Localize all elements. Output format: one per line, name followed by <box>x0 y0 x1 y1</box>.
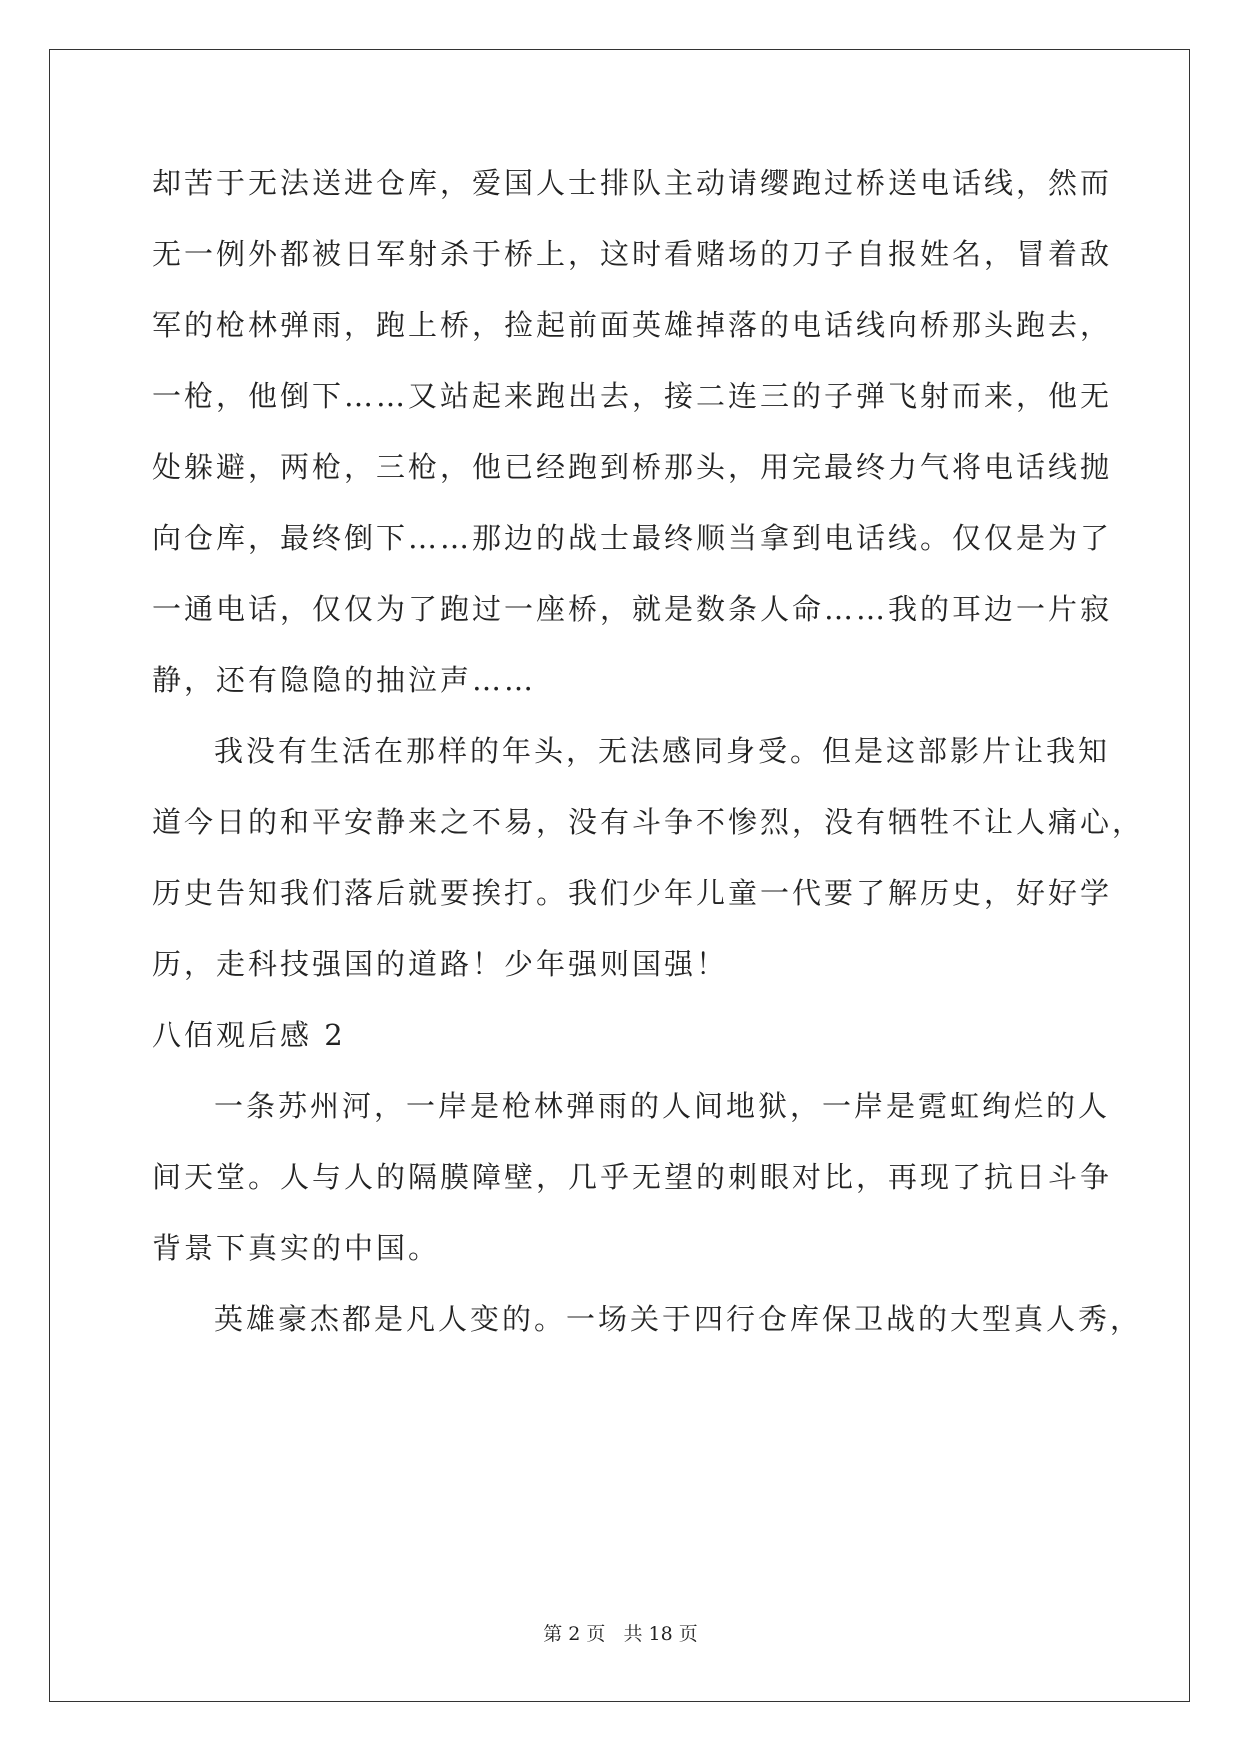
paragraph-start-line: 一条苏州河，一岸是枪林弹雨的人间地狱，一岸是霓虹绚烂的人 <box>214 1089 1111 1123</box>
text-line: 间天堂。人与人的隔膜障壁，几乎无望的刺眼对比，再现了抗日斗争 <box>152 1160 1113 1194</box>
text-line: 一枪，他倒下……又站起来跑出去，接二连三的子弹飞射而来，他无 <box>152 379 1113 413</box>
text-line: 无一例外都被日军射杀于桥上，这时看赌场的刀子自报姓名，冒着敌 <box>152 237 1113 271</box>
text-line: 向仓库，最终倒下……那边的战士最终顺当拿到电话线。仅仅是为了 <box>152 521 1113 555</box>
text-line: 一通电话，仅仅为了跑过一座桥，就是数条人命……我的耳边一片寂 <box>152 592 1113 626</box>
text-line: 背景下真实的中国。 <box>152 1231 441 1265</box>
document-body <box>152 148 1145 1355</box>
text-line: 历史告知我们落后就要挨打。我们少年儿童一代要了解历史，好好学 <box>152 876 1113 910</box>
paragraph-start-line: 我没有生活在那样的年头，无法感同身受。但是这部影片让我知 <box>214 734 1111 768</box>
text-line: 却苦于无法送进仓库，爱国人士排队主动请缨跑过桥送电话线，然而 <box>152 166 1113 200</box>
page-total: 共 18 页 <box>623 1623 698 1645</box>
text-line: 军的枪林弹雨，跑上桥，捡起前面英雄掉落的电话线向桥那头跑去， <box>152 308 1113 342</box>
paragraph-start-line: 英雄豪杰都是凡人变的。一场关于四行仓库保卫战的大型真人秀， <box>214 1302 1143 1336</box>
text-line: 道今日的和平安静来之不易，没有斗争不惨烈，没有牺牲不让人痛心， <box>152 805 1145 839</box>
text-line: 历，走科技强国的道路！少年强则国强！ <box>152 947 729 981</box>
text-line: 处躲避，两枪，三枪，他已经跑到桥那头，用完最终力气将电话线抛 <box>152 450 1113 484</box>
text-line: 静，还有隐隐的抽泣声…… <box>152 663 537 697</box>
page-number: 第 2 页 <box>543 1623 606 1645</box>
section-heading: 八佰观后感 2 <box>152 1018 346 1052</box>
page-footer <box>0 1619 1241 1646</box>
